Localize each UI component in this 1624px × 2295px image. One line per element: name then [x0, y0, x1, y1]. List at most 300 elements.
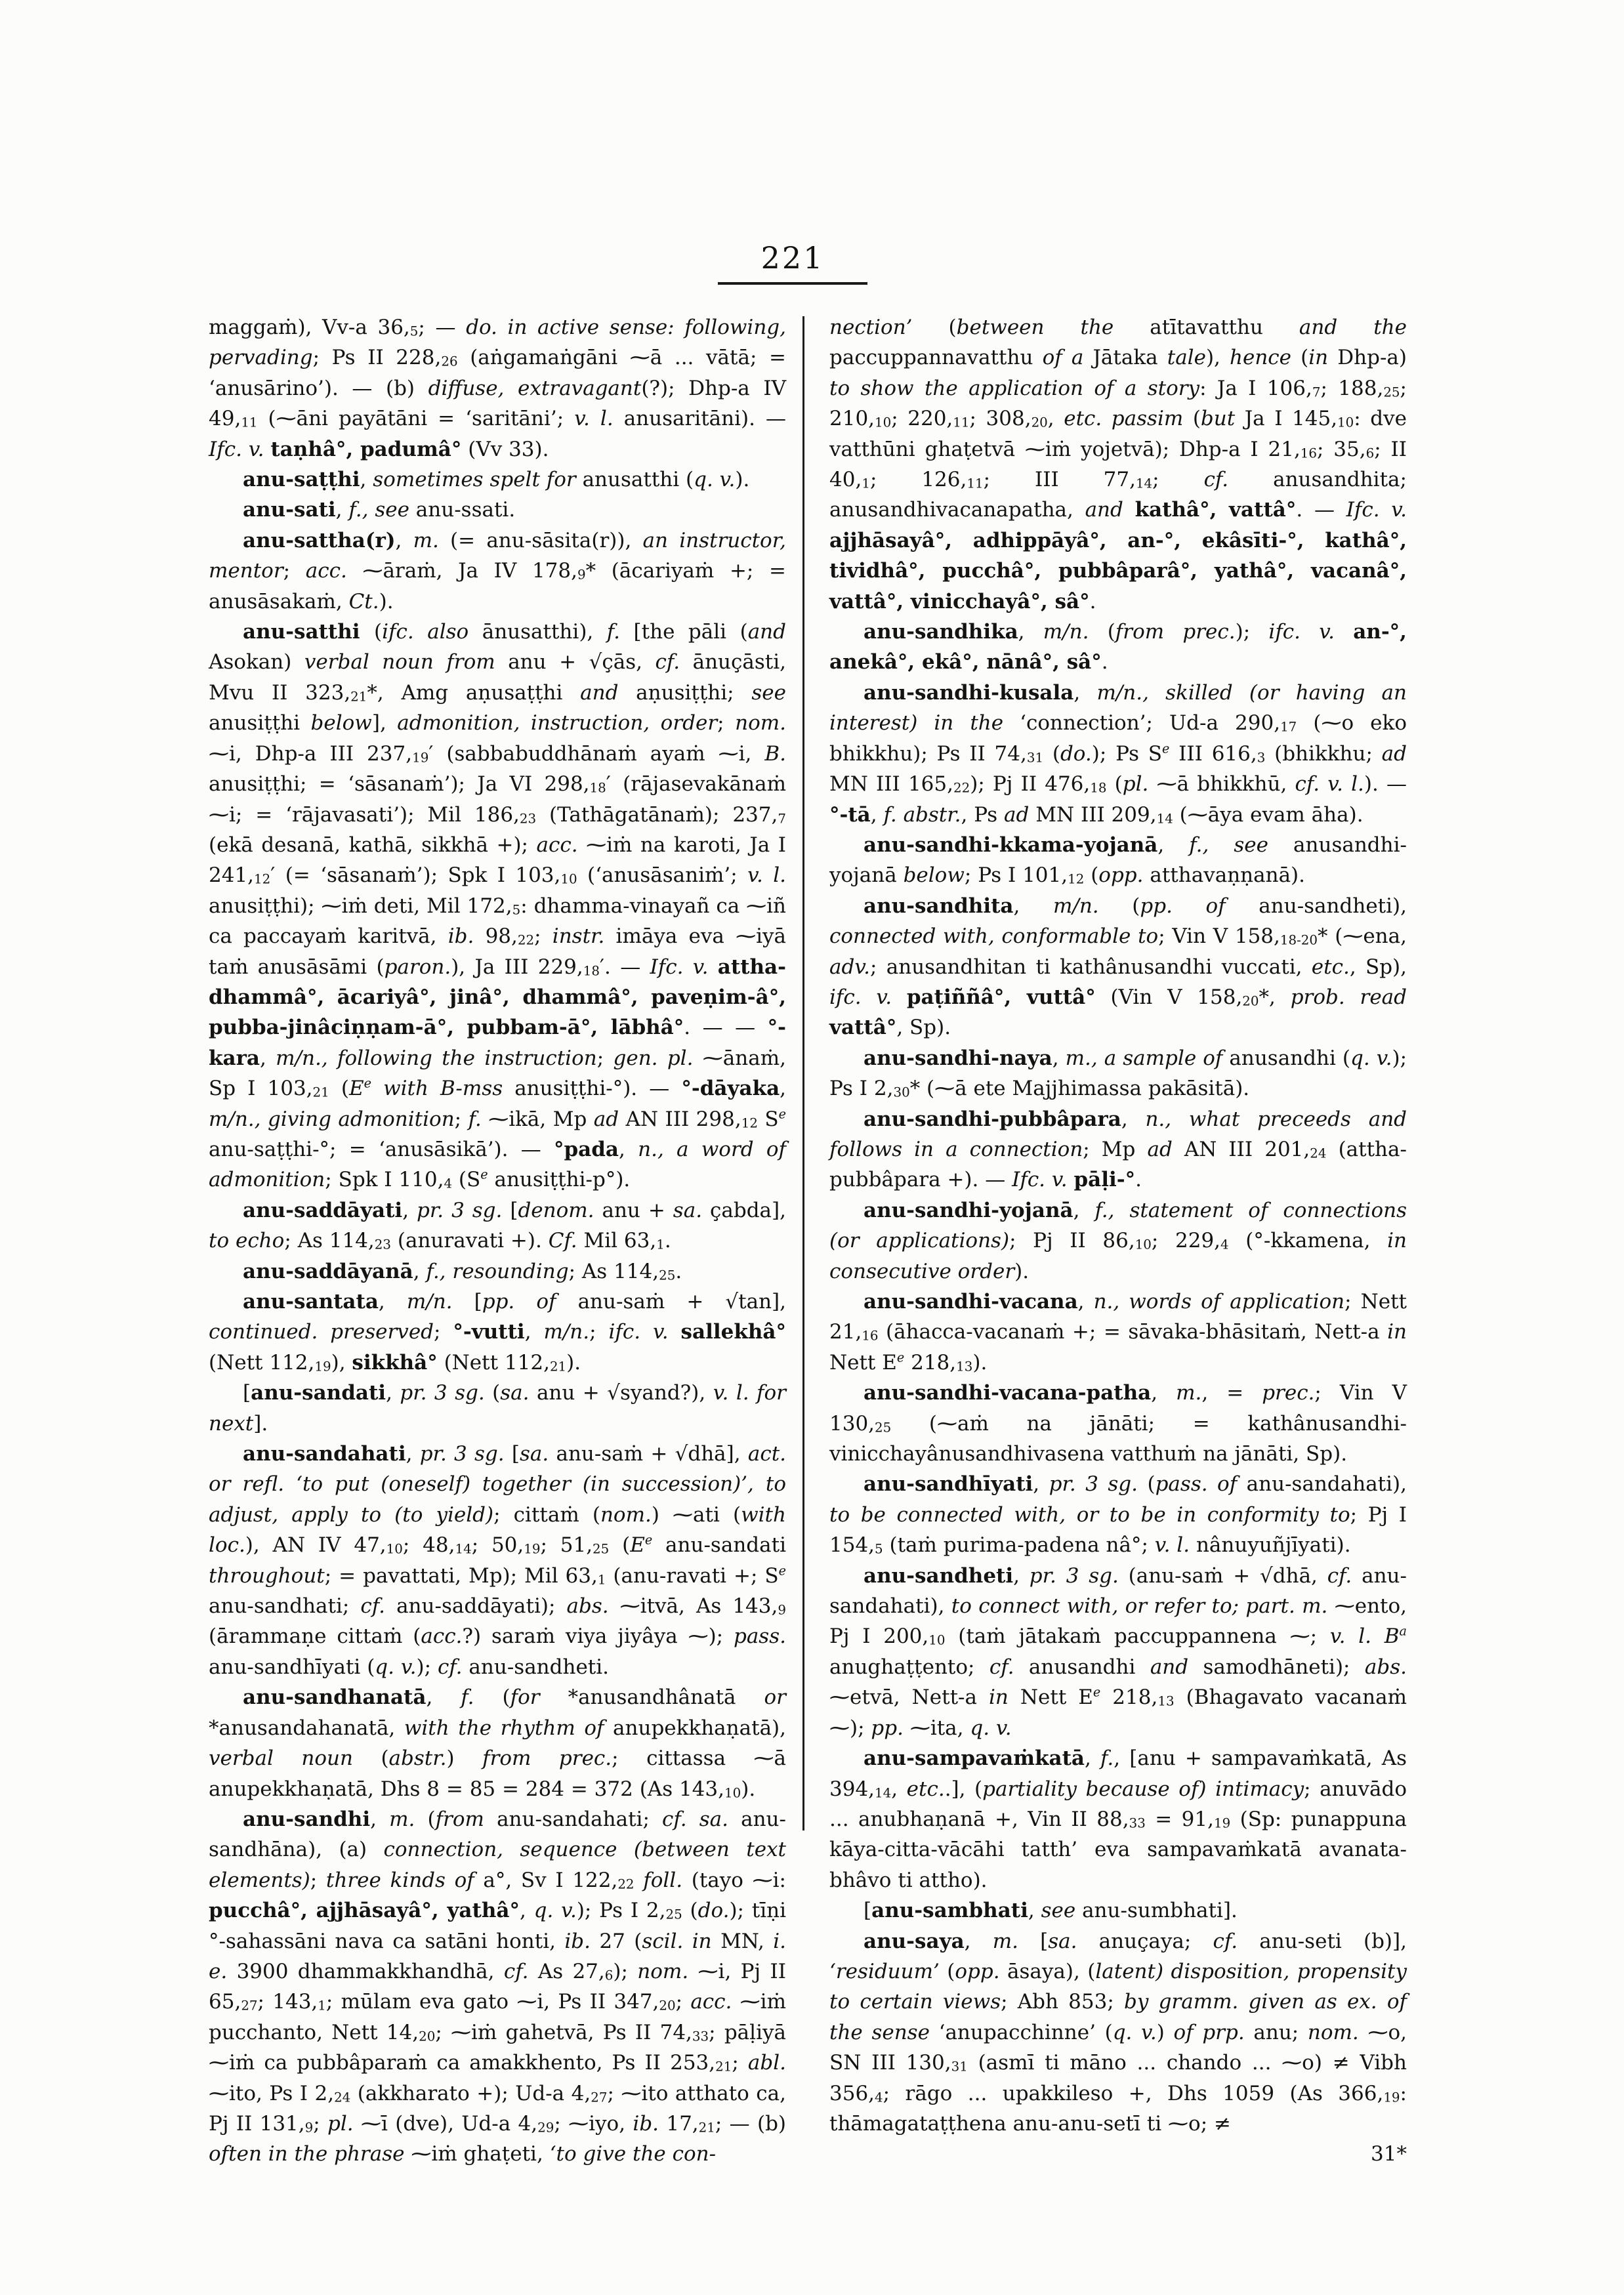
text-run: e	[778, 1563, 786, 1579]
text-run: anu-sandhi-pubbâpara	[864, 1107, 1121, 1131]
text-run: . — —	[684, 1016, 768, 1040]
text-run: ), AN IV $47,_{10}$; $48,_{14}$; $50,_{19}$; $51,_{25}$ (	[245, 1533, 631, 1558]
text-run: pr. 3 sg.	[419, 1442, 512, 1466]
text-run: pl.	[1122, 772, 1157, 796]
text-run: E	[630, 1533, 645, 1558]
text-run: ānuçāsti, Mvu II $323,_{21}*$, Amg aṇusaṭṭhi	[209, 650, 786, 705]
text-run: gen. pl.	[613, 1046, 703, 1070]
text-run: ;	[589, 1320, 609, 1344]
text-run: anu-sampavaṁkatā	[864, 1747, 1085, 1771]
text-run: ); Ps I $2,_{25}$ (	[576, 1899, 698, 1923]
text-run: ,	[870, 802, 884, 827]
dictionary-entry	[209, 1439, 786, 1682]
text-run: acc.	[536, 833, 587, 857]
text-run: f.	[468, 1107, 489, 1131]
text-run: ;	[596, 1046, 614, 1070]
text-run: anu-sandhi	[243, 1807, 371, 1831]
text-run: m/n.	[406, 1290, 474, 1313]
text-run: )	[446, 1747, 483, 1771]
text-run: ⁓ito, Ps I $2,_{24}$ (akkharato +); Ud-a $4,_{27}$; ⁓ito atthato ca, Pj II $131,_9$;	[209, 2081, 786, 2136]
text-run: cf.	[503, 1959, 538, 1983]
text-run: nom.	[1307, 2020, 1368, 2044]
text-run: Nett E	[829, 1350, 897, 1375]
text-run: act. or refl. ‘to put (oneself) together (in succession)’, to adjust, apply to (to yield)	[209, 1442, 787, 1527]
text-run: ); Ps I $2,_{30}*$ (⁓ā ete Majjhimassa pakāsitā).	[829, 1046, 1407, 1101]
page-number: 221	[718, 240, 867, 285]
text-run: ).	[1014, 1259, 1030, 1283]
text-run: anu-saṁ + √tan],	[577, 1290, 786, 1313]
text-run: (Nett $112,_{19}$),	[209, 1350, 352, 1375]
text-run: pr. 3 sg.	[400, 1381, 493, 1405]
text-run: ,	[1151, 1381, 1176, 1405]
text-run: ,	[519, 1899, 534, 1923]
text-run: taṇhâ°, padumâ°	[270, 437, 462, 461]
text-run: ,	[1033, 1472, 1049, 1497]
text-run: 3900 dhammakkhandhā,	[236, 1959, 504, 1983]
text-run: aṇusiṭṭhi;	[636, 680, 752, 705]
text-run: AN III $298,_{12}$ S	[625, 1107, 779, 1131]
text-run: ⁓āraṁ, Ja IV $178,_9*$ (ācariyaṁ +; = anusāsakaṁ,	[209, 559, 786, 613]
text-run: ,	[360, 468, 373, 492]
text-run: .	[1135, 1168, 1142, 1192]
text-run: q. v.	[694, 468, 736, 492]
text-run: partiality because of) intimacy	[982, 1777, 1304, 1801]
text-run: and	[747, 620, 786, 644]
text-run: foll.	[643, 1868, 692, 1892]
text-run: ib.	[448, 924, 486, 949]
text-run: : Ja I $106,_7$; $188,_{25}$; $210,_{10}$; $220,_{11}$; $308,_{20}$,	[829, 376, 1407, 431]
text-run: anusiṭṭhi; = ‘sāsanaṁ’); Ja VI $298,_{18}'$ (rājasevakānaṁ ⁓i; = ‘rājavasati’); Mil $186,_{23}$ (Tathāgatānaṁ); $237,_7$ (ekā desanā, kathā, sikkhā +);	[209, 772, 786, 857]
text-run: ,	[1157, 833, 1190, 857]
text-run: anu-santata	[243, 1290, 379, 1313]
dictionary-entry	[829, 678, 1407, 830]
text-run: prec.	[1262, 1381, 1315, 1405]
text-run: q. v.	[375, 1655, 417, 1679]
text-run: ). —	[1364, 772, 1407, 796]
text-run: çabda],	[710, 1198, 786, 1222]
text-run: ,	[1085, 1747, 1101, 1771]
text-run: anusandhi	[1028, 1655, 1150, 1679]
text-run: m/n., skilled (or having an interest) in the	[829, 680, 1407, 735]
text-run: acc.	[305, 559, 363, 583]
text-run: Cf.	[548, 1229, 584, 1253]
text-run: *anusandhânatā	[568, 1685, 764, 1710]
text-run: acc.	[421, 1624, 463, 1649]
dictionary-entry	[209, 1804, 786, 2170]
text-run: sa.	[519, 1442, 556, 1466]
text-run: pp. of	[482, 1290, 578, 1313]
dictionary-entry	[829, 1895, 1407, 1926]
text-run: anu-sandheti),	[1259, 894, 1407, 918]
dictionary-entry	[829, 1743, 1407, 1895]
text-run: continued. preserved	[209, 1320, 434, 1344]
text-run: abs.	[1364, 1655, 1407, 1679]
text-run: sallekhâ°	[680, 1320, 786, 1344]
text-run: ),	[1205, 346, 1230, 370]
text-run: [	[511, 1442, 520, 1466]
text-run: by gramm. given as ex. of the sense	[829, 1990, 1407, 2044]
text-run: ; Pj II $86,_{10}$; $229,_4$ (°-kkamena,	[1009, 1229, 1388, 1253]
text-run: do. in active sense: following, pervading	[209, 316, 786, 370]
entry-continuation	[209, 312, 786, 465]
text-run: anupekkhaṇatā),	[613, 1716, 787, 1740]
text-run: anu-sandhi-vacana-patha	[864, 1381, 1152, 1405]
text-run: m., a sample of	[1065, 1046, 1230, 1070]
text-run: f. abstr.	[883, 802, 961, 827]
text-run: between the	[956, 316, 1150, 339]
text-run: etc.	[1311, 955, 1350, 979]
dictionary-entry	[829, 1561, 1407, 1743]
text-run: ānusatthi),	[482, 620, 607, 644]
text-run: ,	[406, 1442, 420, 1466]
text-run: a°, Sv I $122,_{22}$	[483, 1868, 635, 1892]
text-run: ; Vin V $130,_{25}$ (⁓aṁ na jānāti; = kathânusandhi-vinicchayânusandhivasena vatthuṁ na jānāti, Sp).	[829, 1381, 1407, 1466]
text-run: ; Mp	[1083, 1137, 1148, 1161]
text-run: anu-saṭṭhi-°; = ‘anusāsikā’). —	[209, 1137, 554, 1161]
text-run: or	[764, 1685, 786, 1710]
text-run: from	[435, 1807, 497, 1831]
text-run: anusiṭṭhi-p°).	[488, 1168, 631, 1192]
text-run: Ja I $145,_{10}$: dve vatthūni ghaṭetvā ⁓iṁ yojetvā); Dhp-a I $21,_{16}$; $35,_6$; II $40,_1$; $126,_{11}$; III $77,_{14}$;	[829, 407, 1407, 492]
text-run: cf. sa.	[662, 1807, 741, 1831]
text-run: nom.	[600, 1502, 652, 1527]
text-run: ‘residuum’	[829, 1959, 947, 1983]
text-run: ad	[1147, 1137, 1184, 1161]
text-run: anu-saya	[864, 1929, 965, 1953]
text-run: ,	[402, 1198, 417, 1222]
text-run: ; As $114,_{23}$ (anuravati +).	[284, 1229, 549, 1253]
text-run: ,	[413, 1259, 427, 1283]
text-run: ifc. v.	[829, 985, 907, 1009]
text-run: q. v.	[533, 1899, 577, 1923]
text-run: ad	[1004, 802, 1036, 827]
text-run: nection’	[829, 316, 949, 339]
text-run: pl.	[327, 2111, 361, 2136]
text-run: anughaṭṭento;	[829, 1655, 989, 1679]
text-run: , Ps	[961, 802, 1005, 827]
text-run: ⁓i, Dhp-a III $237,_{19}'$ (sabbabuddhānaṁ ayaṁ ⁓i,	[209, 741, 765, 766]
text-run: v. l.	[747, 863, 786, 888]
text-run: .	[1101, 650, 1108, 674]
text-run: pucchâ°, ajjhāsayâ°, yathâ°	[209, 1899, 520, 1923]
text-run: (	[381, 1747, 389, 1771]
text-run: nom.	[637, 1959, 698, 1983]
text-run: ,	[780, 1077, 787, 1101]
text-run: in	[1308, 346, 1338, 370]
text-run: nânuyuñjīyati).	[1196, 1533, 1351, 1558]
text-run: (?); Dhp-a IV $49,_{11}$ (⁓āni payātāni = ‘saritāni’;	[209, 376, 787, 431]
text-run: ,	[370, 1807, 390, 1831]
text-run: f., resounding	[426, 1259, 569, 1283]
text-run: );	[416, 1655, 438, 1679]
text-run: ifc. also	[382, 620, 482, 644]
text-run: cf.	[655, 650, 693, 674]
text-run: anu-sandhanatā	[243, 1685, 427, 1710]
text-run: to be connected with, or to be in conformity to	[829, 1502, 1350, 1527]
text-run: n., a word of admonition	[209, 1137, 787, 1192]
text-run: anusiṭṭhi	[209, 711, 311, 735]
text-run: diffuse, extravagant	[428, 376, 642, 400]
text-run: $218,_{13}$ (Bhagavato vacanaṁ ⁓);	[829, 1685, 1407, 1740]
text-run: .], (	[944, 1777, 983, 1801]
text-run: m/n., following the instruction	[276, 1046, 597, 1070]
text-run: (= anu-sāsita(r)),	[450, 528, 643, 552]
text-run: ?) saraṁ viya jiyâya ⁓);	[462, 1624, 734, 1649]
text-run: ⁓ī (dve), Ud-a $4,_{29}$; ⁓iyo,	[360, 2111, 633, 2136]
text-run: e	[778, 1106, 786, 1122]
text-run: ; Vin V $158,_{18-20}*$ (⁓ena,	[1158, 924, 1407, 949]
text-run: ;	[283, 559, 306, 583]
text-run: (	[948, 316, 957, 339]
text-run: anu-sandhati;	[209, 1594, 361, 1619]
text-run: (	[427, 1807, 436, 1831]
text-run: e	[896, 1350, 905, 1365]
text-run: an instructor, mentor	[209, 528, 786, 583]
text-run: ifc. v.	[1268, 620, 1354, 644]
text-run: cf.	[1327, 1563, 1362, 1588]
text-run: MN III $209,_{14}$ (⁓āya evam āha).	[1035, 802, 1364, 827]
text-run: sa.	[1048, 1929, 1099, 1953]
text-run: ib.	[633, 2111, 667, 2136]
text-run: , [anu + sampavaṁkatā, As $394,_{14}$,	[829, 1747, 1407, 1801]
text-run: ⁓ā bhikkhū,	[1156, 772, 1295, 796]
text-run: ⁓i, Pj II $65,_{27}$; $143,_1$; mūlam eva gato ⁓i, Ps II $347,_{20}$;	[209, 1959, 786, 2014]
text-run: and	[1150, 1655, 1203, 1679]
text-run: ; anuvādo ... anubhaṇanā +, Vin II $88,_{33} = 91,_{19}$ (Sp: punappuna kāya-citta-vācāhi tatth’ eva sampavaṁkatā avanata-bhâvo ti attho).	[829, 1777, 1407, 1892]
text-run: [	[510, 1198, 518, 1222]
text-run: AN III $201,_{24}$ (attha-pubbâpara +). —	[829, 1137, 1407, 1192]
text-run: below	[903, 863, 965, 888]
text-run: anu-sambhati	[871, 1899, 1028, 1923]
text-run: anu-sandhi-kkama-yojanā	[864, 833, 1158, 857]
text-run: anu-sandhika	[864, 620, 1018, 644]
text-run: Nett E	[1020, 1685, 1093, 1710]
text-run: Ct.	[348, 589, 379, 613]
text-run: ,	[426, 1685, 461, 1710]
text-run: m/n.	[1052, 894, 1133, 918]
text-run: m/n.	[1043, 620, 1108, 644]
dictionary-entry	[209, 465, 786, 495]
text-run: anu-sumbhati].	[1082, 1899, 1238, 1923]
dictionary-entry	[829, 1378, 1407, 1469]
text-run: atītavatthu	[1150, 316, 1299, 339]
text-run: ‘anupacchinne’ (	[938, 2020, 1113, 2044]
text-run: connected with, conformable to	[829, 924, 1159, 949]
text-run: ;	[434, 1320, 453, 1344]
text-run: to connect with, or refer to; part. m.	[951, 1594, 1335, 1619]
text-run: ib.	[564, 1929, 600, 1953]
text-run: atthavaṇṇanā).	[1150, 863, 1306, 888]
text-run: anu-sandheti.	[468, 1655, 610, 1679]
text-run: in	[1387, 1320, 1407, 1344]
text-run: q. v.	[1350, 1046, 1392, 1070]
text-run: (Vin V $158,_{20}*$,	[1095, 985, 1291, 1009]
dictionary-entry	[829, 1104, 1407, 1195]
text-run: see	[751, 680, 786, 705]
text-run: from prec.	[482, 1747, 612, 1771]
text-run: adv.	[829, 955, 871, 979]
text-run: v. l. for next	[209, 1381, 786, 1436]
text-run: abs.	[566, 1594, 620, 1619]
dictionary-entry	[209, 1378, 786, 1439]
text-run: ⁓ento, Pj I $200,_{10}$ (taṁ jātakaṁ paccuppannena ⁓;	[829, 1594, 1407, 1649]
text-run: sa.	[500, 1381, 537, 1405]
text-run: tale	[1167, 346, 1206, 370]
text-run: ‘connection’; Ud-a $290,_{17}$ (⁓o eko bhikkhu); Ps II $74,_{31}$ (	[829, 711, 1407, 766]
text-run: anusandhi-yojanā	[829, 833, 1407, 888]
text-run: anu-sandhīyati (	[209, 1655, 375, 1679]
text-run: $218,_{13}$).	[904, 1350, 988, 1375]
text-run: ⁓iṁ pucchanto, Nett $14,_{20}$; ⁓iṁ gahetvā, Ps II $74,_{33}$; pāḷiyā ⁓iṁ ca pubbâparaṁ ca amakkhento, Ps II $253,_{21}$;	[209, 1990, 786, 2075]
text-run: latent) disposition, propensity to certain views	[829, 1959, 1407, 2014]
text-run: ,	[1013, 894, 1053, 918]
text-run: an-°, anekâ°, ekâ°, nānâ°, sâ°	[829, 620, 1407, 674]
text-run: ,	[524, 1320, 544, 1344]
text-run: (	[1301, 346, 1309, 370]
text-run: °-dāyaka	[681, 1077, 780, 1101]
text-run: anu-saddāyati	[243, 1198, 403, 1222]
text-run: anu-sandati	[251, 1381, 386, 1405]
text-run: e	[644, 1532, 653, 1548]
text-run: ,	[964, 1929, 993, 1953]
text-run: f., see	[1189, 833, 1294, 857]
text-run: often in the phrase	[209, 2142, 411, 2166]
text-run: anu-sandahati;	[497, 1807, 663, 1831]
text-run: [	[243, 1381, 251, 1405]
text-run: but	[1200, 407, 1245, 431]
text-run: E	[348, 1077, 364, 1101]
text-run: attha-dhammâ°, ācariyâ°, jinâ°, dhammâ°, paveṇim-â°, pubba-jinâciṇṇam-ā°, pubbam-ā°, lābhâ°	[209, 955, 786, 1040]
text-run: opp.	[1098, 863, 1150, 888]
text-run: ⁓etvā, Nett-a	[829, 1685, 989, 1710]
text-run: [	[1040, 1929, 1049, 1953]
text-run: (	[1147, 1472, 1156, 1497]
text-run: ; Ps I $101,_{12}$ (	[964, 863, 1099, 888]
text-run: ).	[735, 468, 750, 492]
text-run: °-tā	[829, 802, 871, 827]
text-run: ; anusandhitan ti kathânusandhi vuccati,	[870, 955, 1312, 979]
text-run: ; = pavattati, Mp); Mil $63,_1$ (anu-ravati +; S	[324, 1563, 779, 1588]
text-run: f.	[1100, 1747, 1114, 1771]
dictionary-entry	[829, 617, 1407, 678]
text-run: ,	[1028, 1899, 1041, 1923]
text-run: m.	[389, 1807, 428, 1831]
text-run: (anu-saṁ + √dhā,	[1128, 1563, 1327, 1588]
dictionary-entry	[829, 1926, 1407, 2140]
text-run: f., statement of connections (or applications)	[829, 1198, 1407, 1253]
text-run: 27 (	[599, 1929, 642, 1953]
text-run: q. v.	[970, 1716, 1012, 1740]
dictionary-entry	[209, 1287, 786, 1378]
dictionary-entry	[829, 1469, 1407, 1560]
text-run: etc.	[906, 1777, 945, 1801]
text-run: with the rhythm of	[404, 1716, 614, 1740]
text-run: kathâ°, vattâ°	[1135, 498, 1297, 522]
text-run: °-vutti	[453, 1320, 525, 1344]
text-run: and	[1085, 498, 1135, 522]
text-run: [	[474, 1290, 482, 1313]
text-run: anu-sandhi-vacana	[864, 1290, 1078, 1313]
text-run: ,	[395, 528, 413, 552]
text-run: pass.	[733, 1624, 786, 1649]
text-run: ,	[1077, 1290, 1094, 1313]
text-run: ); tīṇi °-sahassāni nava ca satāni honti,	[209, 1899, 787, 1953]
text-run: [the pāli (	[633, 620, 748, 644]
dictionary-entry	[829, 891, 1407, 1043]
text-run: anu-sandahati	[243, 1442, 406, 1466]
text-run: in consecutive order	[829, 1229, 1407, 1283]
text-run: °pada	[553, 1137, 619, 1161]
text-run: anusiṭṭhi); ⁓iṁ deti, Mil $172,_5$: dhamma-vinayañ ca ⁓iñ ca paccayaṁ karitvā,	[209, 894, 787, 949]
text-run: ; Spk I $110,_4$ (S	[325, 1168, 481, 1192]
text-run: Mil $63,_1$.	[583, 1229, 671, 1253]
text-run: , =	[1201, 1381, 1262, 1405]
dictionary-text-block	[209, 312, 1421, 2170]
text-run: ⁓ikā, Mp	[488, 1107, 594, 1131]
dictionary-entry	[829, 830, 1407, 891]
text-run: ,	[386, 1381, 400, 1405]
right-column	[829, 312, 1407, 2170]
text-run: pp. of	[1140, 894, 1259, 918]
text-run: sometimes spelt for	[373, 468, 583, 492]
text-run: Asokan)	[209, 650, 304, 674]
text-run: Ifc. v.	[1012, 1168, 1074, 1192]
text-run: ; As $114,_{25}$.	[568, 1259, 682, 1283]
text-run: ;	[717, 711, 736, 735]
text-run: ;	[310, 1868, 326, 1892]
text-run: to echo	[209, 1229, 285, 1253]
text-run: °-kara	[209, 1016, 786, 1070]
text-run: ad	[1381, 741, 1407, 766]
text-run: anu-sandhi-yojanā	[864, 1198, 1073, 1222]
text-run: pr. 3 sg.	[417, 1198, 510, 1222]
text-run: ; cittassa ⁓ā anupekkhaṇatā, Dhs 8 = 85 = 284 = 372 (As $143,_{10}$).	[209, 1747, 787, 1801]
text-run: pp.	[871, 1716, 910, 1740]
text-run: vattâ°	[829, 1016, 897, 1040]
text-run: (	[1192, 407, 1201, 431]
text-run: anu-sandheti	[864, 1563, 1014, 1588]
left-column	[209, 312, 786, 2170]
text-run: anu +	[602, 1198, 673, 1222]
text-run: anusaritāni). —	[623, 407, 786, 431]
text-run: anu-sandhīyati	[864, 1472, 1033, 1497]
dictionary-entry	[829, 1043, 1407, 1104]
text-run: (Vv 33).	[461, 437, 549, 461]
text-run: anu-sandati	[652, 1533, 786, 1558]
text-run: sa.	[673, 1198, 710, 1222]
text-run: );	[1235, 620, 1269, 644]
text-run: maggaṁ), Vv-a $36,_5$; —	[209, 316, 467, 339]
text-run: pāḷi-°	[1073, 1168, 1136, 1192]
dictionary-entry	[209, 1682, 786, 1804]
dictionary-entry	[829, 1287, 1407, 1378]
text-run: pr. 3 sg.	[1029, 1563, 1129, 1588]
text-run: anusiṭṭhi-°). —	[514, 1077, 682, 1101]
text-run: ,	[378, 1290, 407, 1313]
text-run: (	[1132, 894, 1140, 918]
text-run: anusatthi (	[582, 468, 694, 492]
text-run: throughout	[209, 1563, 325, 1588]
text-run: cf.	[1213, 1929, 1260, 1953]
text-run: with B-mss	[371, 1077, 515, 1101]
text-run: etc. passim	[1064, 407, 1193, 431]
text-run: anu-sandhi-kusala	[864, 680, 1074, 705]
text-run: opp.	[955, 1959, 1008, 1983]
text-run: m.	[1176, 1381, 1202, 1405]
text-run: (	[373, 620, 383, 644]
text-run: MN III $165,_{22}$); Pj II $476,_{18}$ (	[829, 772, 1123, 796]
text-run: ],	[371, 711, 398, 735]
